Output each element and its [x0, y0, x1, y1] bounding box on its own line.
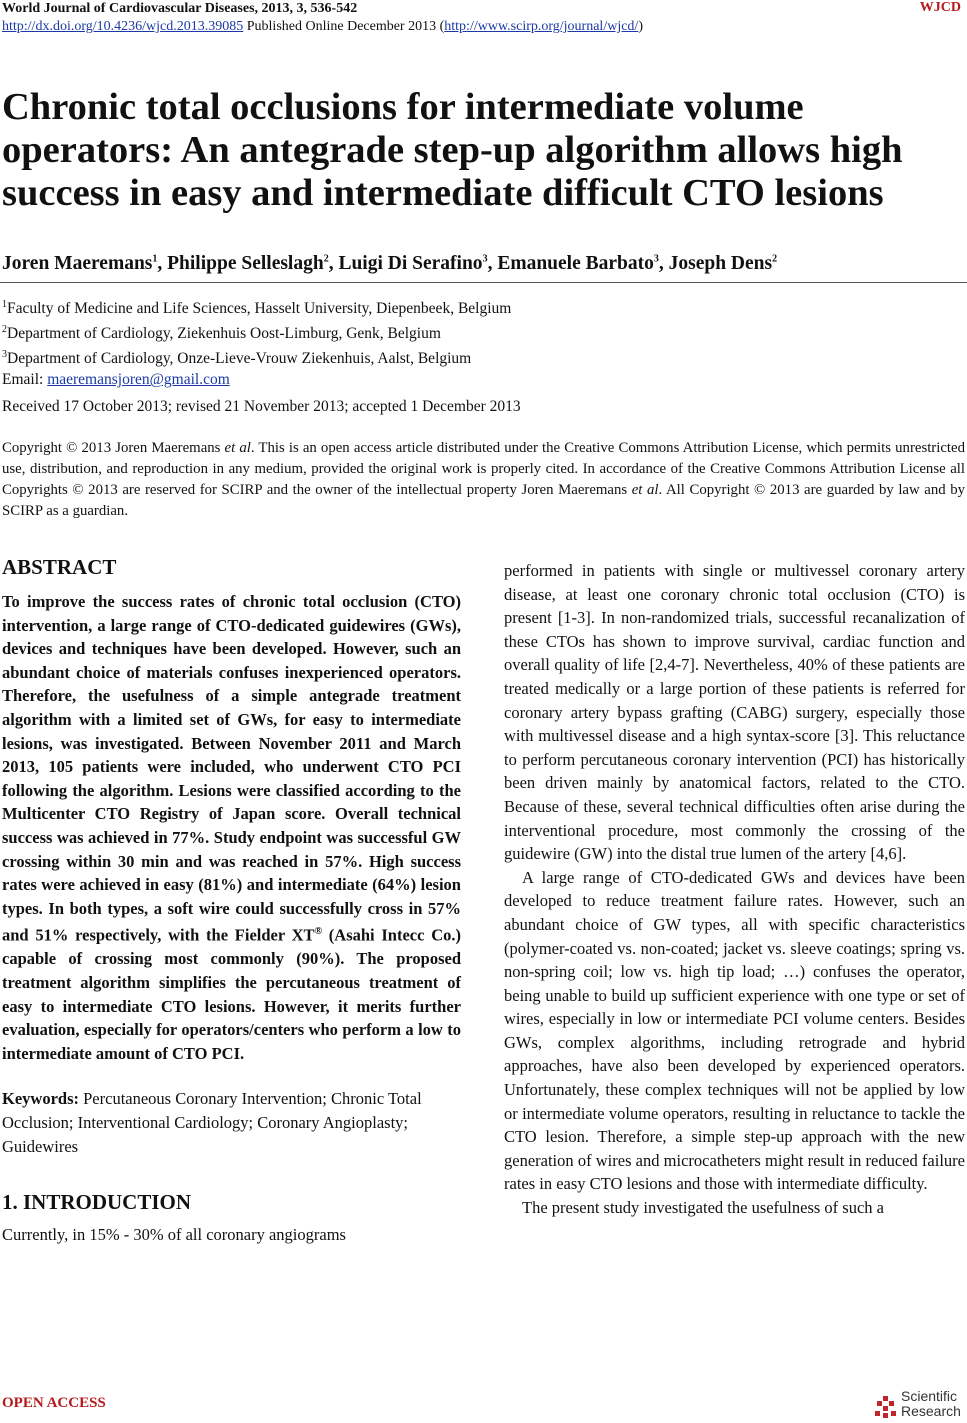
- author-aff: 1: [152, 253, 158, 265]
- affiliation-text: Faculty of Medicine and Life Sciences, Hasselt University, Diepenbeek, Belgium: [7, 300, 512, 318]
- email-link[interactable]: maeremansjoren@gmail.com: [47, 371, 230, 389]
- author-aff: 2: [772, 253, 778, 265]
- intro-paragraph: The present study investigated the usefulness of such a: [522, 1198, 884, 1218]
- author-name: Joren Maeremans: [2, 253, 153, 274]
- journal-url-link[interactable]: http://www.scirp.org/journal/wjcd/: [444, 19, 639, 34]
- abstract-text: [2, 590, 461, 1065]
- keywords-text: Percutaneous Coronary Intervention; Chronic Total Occlusion; Interventional Cardiology; Coronary Angioplasty; Guidewires: [2, 1089, 422, 1156]
- registered-mark: ®: [314, 926, 323, 938]
- author-name: Philippe Selleslagh: [167, 253, 324, 274]
- publisher-line: Research: [901, 1403, 961, 1419]
- publisher-logo-icon: [874, 1395, 898, 1419]
- author-name: Luigi Di Serafino: [338, 253, 483, 274]
- left-column: [2, 555, 461, 1247]
- publisher-line: Scientific: [901, 1388, 958, 1404]
- keywords: [2, 1087, 461, 1158]
- affiliation: [2, 344, 511, 369]
- abstract-heading: ABSTRACT: [2, 555, 117, 579]
- author-name: Emanuele Barbato: [497, 253, 654, 274]
- received-dates: Received 17 October 2013; revised 21 November 2013; accepted 1 December 2013: [2, 398, 521, 415]
- affiliation-num: 2: [2, 324, 7, 336]
- copyright-text: . All Copyright © 2013 are guarded by law and by SCIRP as a guardian.: [2, 482, 966, 519]
- article-title: Chronic total occlusions for intermediate volume operators: An antegrade step-up algorithm allows high success in easy and intermediate difficult CTO lesions: [2, 86, 903, 214]
- copyright-text: Copyright © 2013 Joren Maeremans: [2, 440, 221, 456]
- affiliation-text: Department of Cardiology, Ziekenhuis Oost-Limburg, Genk, Belgium: [7, 325, 441, 343]
- affiliations: [2, 294, 511, 390]
- copyright-text: . This is an open access article distributed under the Creative Commons Attribution License, which permits unrestricted use, distribution, and reproduction in any medium, provided the original work is properly cited. In accordance of the Creative Commons Attribution License all Copyrights © 2013 are reserved for SCIRP and the owner of the intellectual property Joren Maeremans: [2, 440, 965, 498]
- scientific-research-logo: [874, 1389, 966, 1421]
- affiliation: [2, 294, 511, 319]
- intro-paragraph: A large range of CTO-dedicated GWs and devices have been developed to reduce treatment failure rates. However, such an abundant choice of GW types, all with specific characteristics (polymer-coated vs. non-coated; jacket vs. sleeve coatings; spring vs. non-spring coil; low vs. high tip load; …) confuses the operator, being unable to build up sufficient experience with one type or set of wires, especially in low or intermediate PCI volume centers. Besides GWs, complex algorithms, including retrograde and hybrid approaches, have also been developed by experienced operators. Unfortunately, these complex techniques will not be applied by low or intermediate volume operators, resulting in reluctance to tackle the CTO lesion. Therefore, a simple step-up approach with the new generation of wires and microcatheters might result in reduced failure rates in easy CTO lesions and those with intermediate difficulty.: [504, 867, 965, 1194]
- author-aff: 3: [653, 253, 659, 265]
- et-al: et al: [631, 482, 659, 498]
- affiliation-num: 1: [2, 299, 7, 310]
- open-access-label: OPEN ACCESS: [2, 1395, 106, 1411]
- author-list: Joren Maeremans$^1$, Philippe Selleslagh$^2$, Luigi Di Serafino$^3$, Emanuele Barbato$^3$, Joseph Dens$^2$: [2, 253, 778, 274]
- affiliation-text: Department of Cardiology, Onze-Lieve-Vrouw Ziekenhuis, Aalst, Belgium: [7, 350, 472, 368]
- author-aff: 3: [482, 253, 488, 265]
- email-label: Email:: [2, 371, 44, 389]
- doi-link[interactable]: http://dx.doi.org/10.4236/wjcd.2013.39085: [2, 19, 244, 34]
- journal-abbrev: WJCD: [919, 0, 961, 15]
- publisher-name: [901, 1389, 961, 1419]
- copyright-notice: [2, 438, 965, 522]
- doi-line: http://dx.doi.org/10.4236/wjcd.2013.39085 Published Online December 2013 (http://www.scirp.org/journal/wjcd/): [2, 19, 643, 34]
- abstract-body: To improve the success rates of chronic total occlusion (CTO) intervention, a large range of CTO-dedicated guidewires (GWs), devices and techniques have been developed. However, such an abundant choice of materials confuses inexperienced operators. Therefore, the usefulness of a simple antegrade treatment algorithm with a limited set of GWs, for easy to intermediate lesions, was investigated. Between November 2011 and March 2013, 105 patients were included, who underwent CTO PCI following the algorithm. Lesions were classified according to the Multicenter CTO Registry of Japan score. Overall technical success was achieved in 77%. Study endpoint was successful GW crossing within 30 min and was reached in 57%. High success rates were achieved in easy (81%) and intermediate (64%) lesion types. In both types, a soft wire could successfully cross in 57% and 51% respectively, with the Fielder XT: [2, 592, 461, 945]
- journal-citation: World Journal of Cardiovascular Diseases, 2013, 3, 536-542: [2, 1, 358, 16]
- introduction-heading: 1. INTRODUCTION: [2, 1190, 192, 1215]
- abstract-body: (Asahi Intecc Co.) capable of crossing most commonly (90%). The proposed treatment algorithm simplifies the percutaneous treatment of easy to intermediate CTO lesions. However, it merits further evaluation, especially for operators/centers who perform a low to intermediate amount of CTO PCI.: [2, 925, 461, 1063]
- running-header: [2, 0, 643, 36]
- et-al: et al: [224, 440, 251, 456]
- published-date: Published Online December 2013: [246, 19, 437, 34]
- intro-paragraph-start: Currently, in 15% - 30% of all coronary angiograms: [2, 1225, 346, 1245]
- divider: [0, 282, 967, 283]
- author-name: Joseph Dens: [668, 253, 773, 274]
- email-line: [2, 369, 511, 390]
- keywords-label: Keywords:: [2, 1089, 79, 1109]
- right-column: [504, 559, 965, 1220]
- affiliation: [2, 319, 511, 344]
- affiliation-num: 3: [2, 349, 7, 361]
- author-aff: 2: [323, 253, 329, 265]
- intro-paragraph: performed in patients with single or multivessel coronary artery disease, at least one coronary chronic total occlusion (CTO) is present [1-3]. In non-randomized trials, successful recanalization of these CTOs has shown to improve survival, cardiac function and overall quality of life [2,4-7]. Nevertheless, 40% of these patients are treated medically or a large portion of these patients is referred for coronary artery bypass grafting (CABG) surgery, especially those with multivessel disease and a high syntax-score [3]. This reluctance to perform percutaneous coronary intervention (PCI) has historically been driven mainly by anatomical factors, related to the CTO. Because of these, several technical difficulties often arise during the interventional procedure, most commonly the crossing of the guidewire (GW) into the distal true lumen of the artery [4,6].: [504, 561, 965, 864]
